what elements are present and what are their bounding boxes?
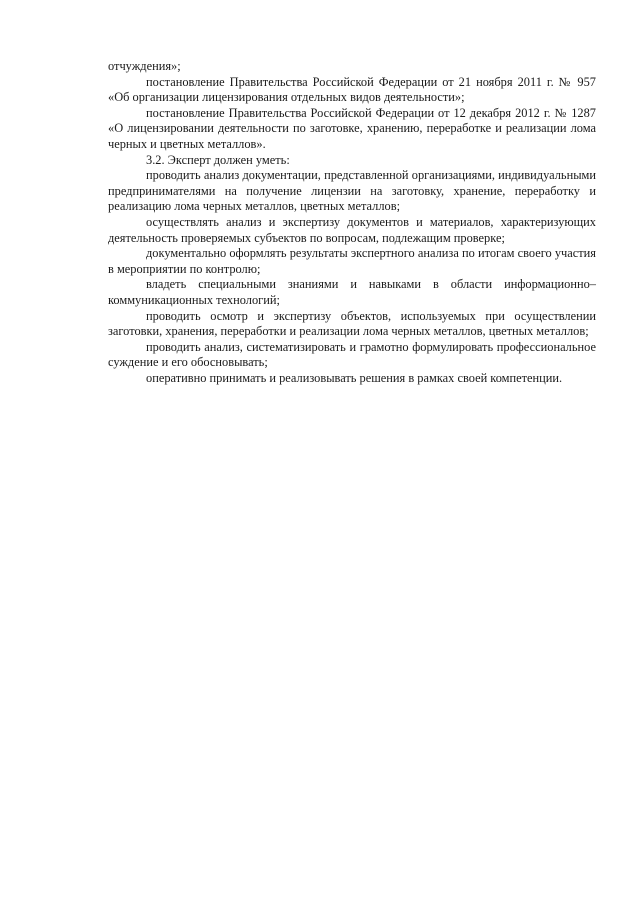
skill-item-decisions: оперативно принимать и реализовывать решения в рамках своей компетенции. bbox=[146, 370, 563, 385]
paragraph-resolution-957: постановление Правительства Российской Федерации от 21 ноября 2011 г. № 957 «Об организации лицензирования отдельных видов деятельности»; bbox=[108, 74, 596, 105]
paragraph-resolution-1287: постановление Правительства Российской Федерации от 12 декабря 2012 г. № 1287 «О лицензировании деятельности по заготовке, хранению, переработке и реализации лома черных и цветных металлов». bbox=[108, 105, 596, 151]
skill-item-analysis: проводить анализ документации, представленной организациями, индивидуальными предпринимателями на получение лицензии на заготовку, хранение, переработку и реализацию лома черных металлов, цветных металлов; bbox=[108, 168, 596, 214]
skill-item-documentation: документально оформлять результаты экспертного анализа по итогам своего участия в мероприятии по контролю; bbox=[108, 246, 596, 276]
paragraph-continuation: отчуждения»; bbox=[108, 59, 181, 73]
skill-item-ict: владеть специальными знаниями и навыками в области информационно–коммуникационных технологий; bbox=[108, 277, 596, 307]
document-body bbox=[108, 59, 596, 386]
skill-item-judgement: проводить анализ, систематизировать и грамотно формулировать профессиональное суждение и его обосновывать; bbox=[108, 339, 596, 370]
section-heading-3-2: 3.2. Эксперт должен уметь: bbox=[146, 152, 290, 167]
skill-item-inspection: проводить осмотр и экспертизу объектов, используемых при осуществлении заготовки, хранения, переработки и реализации лома черных металлов, цветных металлов; bbox=[108, 308, 596, 339]
skill-item-expertise: осуществлять анализ и экспертизу документов и материалов, характеризующих деятельность проверяемых субъектов по вопросам, подлежащим проверке; bbox=[108, 214, 596, 245]
